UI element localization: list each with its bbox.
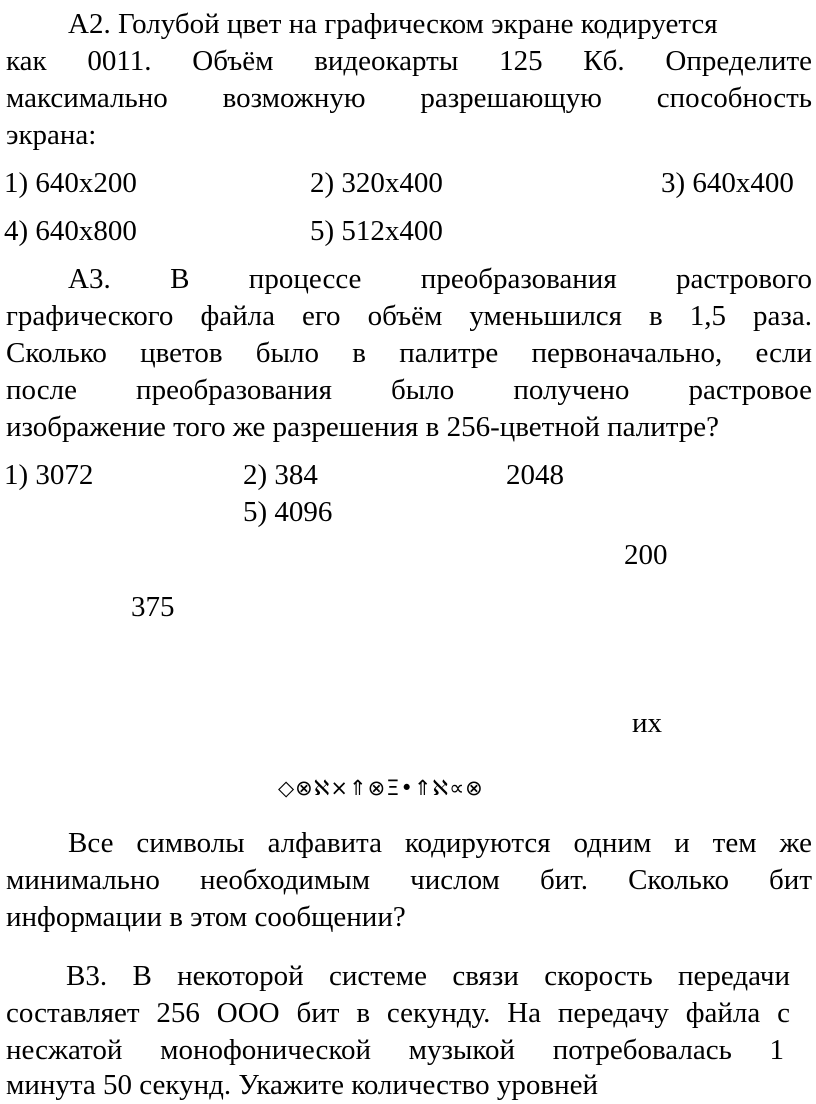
b3-line-3: несжатой монофонической музыкой потребовалась 1 xyxy=(6,1034,784,1066)
a2-option-3: 3) 640x400 xyxy=(661,167,794,199)
a2-option-4: 4) 640x800 xyxy=(4,215,137,247)
bit-question-line-2: минимально необходимым числом бит. Сколько бит xyxy=(6,864,812,896)
b3-line-4: минута 50 секунд. Укажите количество уровней xyxy=(6,1069,598,1101)
b3-line-1: В3. В некоторой системе связи скорость передачи xyxy=(66,960,790,992)
a3-line-5: изображение того же разрешения в 256-цветной палитре? xyxy=(6,411,720,443)
a2-line-4: экрана: xyxy=(6,119,97,151)
a3-line-4: после преобразования было получено растровое xyxy=(6,374,812,406)
a3-option-3: 2048 xyxy=(506,459,564,491)
a3-line-2: графического файла его объём уменьшился в 1,5 раза. xyxy=(6,300,812,332)
a2-line-1: А2. Голубой цвет на графическом экране кодируется xyxy=(68,8,718,40)
fragment-ih: их xyxy=(632,707,663,739)
bit-question-line-1: Все символы алфавита кодируются одним и тем же xyxy=(68,827,812,859)
b3-line-2: составляет 256 ООО бит в секунду. На передачу файла с xyxy=(6,997,790,1029)
a2-option-5: 5) 512x400 xyxy=(310,215,443,247)
a2-option-2: 2) 320x400 xyxy=(310,167,443,199)
a3-option-2: 2) 384 xyxy=(243,459,318,491)
a3-line-3: Сколько цветов было в палитре первоначально, если xyxy=(6,337,812,369)
a3-option-5: 5) 4096 xyxy=(243,496,333,528)
a3-line-1: А3. В процессе преобразования растрового xyxy=(68,263,812,295)
a2-option-1: 1) 640x200 xyxy=(4,167,137,199)
fragment-200: 200 xyxy=(624,539,668,571)
fragment-375: 375 xyxy=(131,591,175,623)
a3-option-1: 1) 3072 xyxy=(4,459,94,491)
a2-line-2: как 0011. Объём видеокарты 125 Кб. Определите xyxy=(6,45,812,77)
symbol-message: ◇⊗ℵ×⇑⊗Ξ•⇑ℵ∝⊗ xyxy=(278,776,484,800)
bit-question-line-3: информации в этом сообщении? xyxy=(6,901,406,933)
a2-line-3: максимально возможную разрешающую способность xyxy=(6,82,812,114)
